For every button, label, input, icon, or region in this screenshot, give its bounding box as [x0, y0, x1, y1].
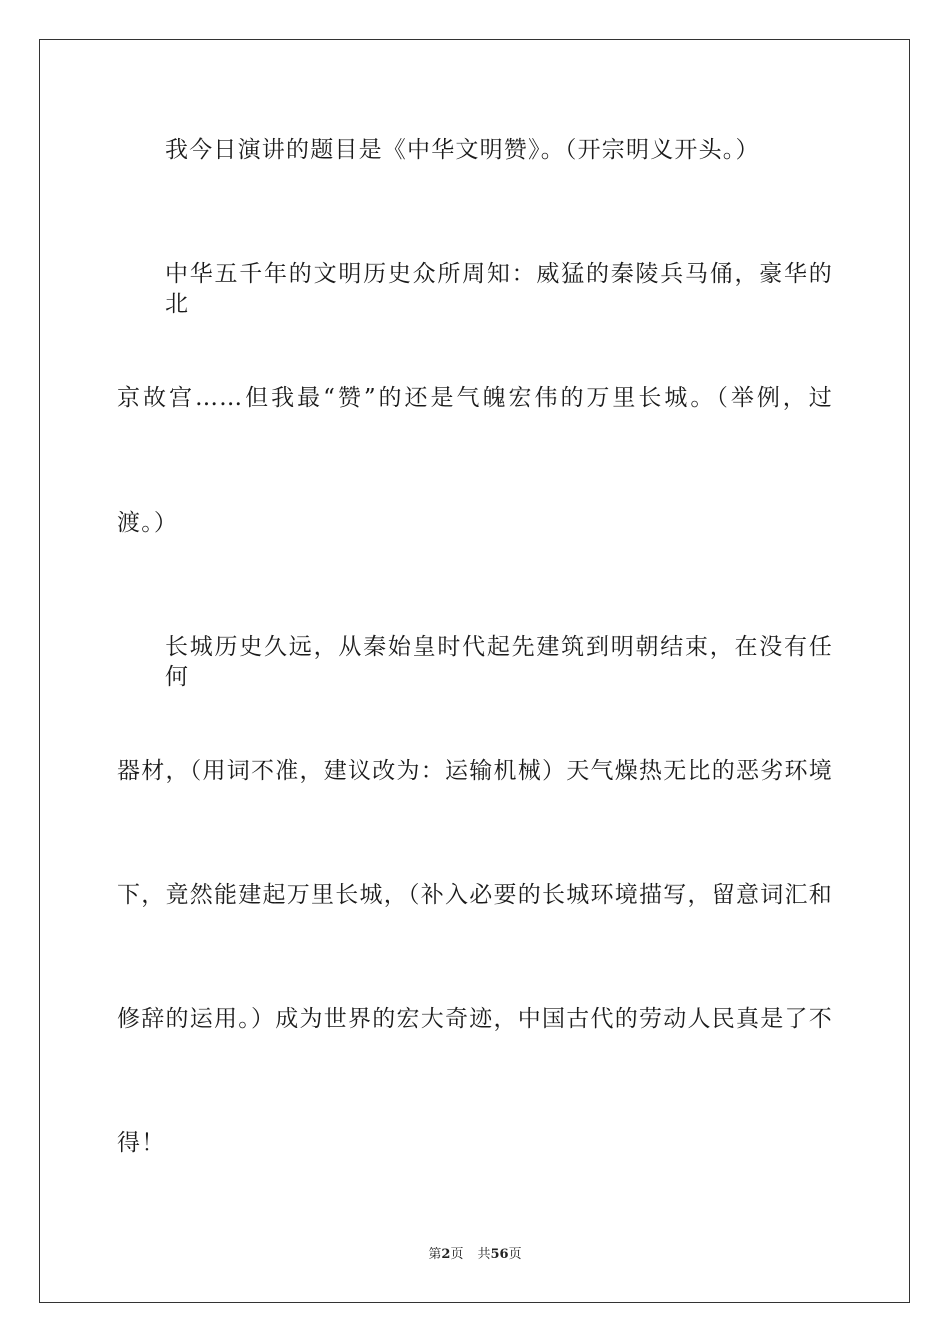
footer-total-pages: 56	[490, 1247, 509, 1262]
footer-page-suffix: 页	[450, 1247, 464, 1262]
paragraph-line-7: 下，竟然能建起万里长城，（补入必要的长城环境描写，留意词汇和	[117, 882, 833, 908]
footer-page-prefix: 第	[428, 1247, 442, 1262]
paragraph-line-1: 我今日演讲的题目是《中华文明赞》。（开宗明义开头。）	[165, 137, 760, 163]
paragraph-line-8: 修辞的运用。）成为世界的宏大奇迹，中国古代的劳动人民真是了不	[117, 1006, 833, 1032]
paragraph-line-2: 中华五千年的文明历史众所周知：威猛的秦陵兵马俑，豪华的北	[165, 261, 833, 317]
paragraph-line-9: 得！	[117, 1130, 166, 1156]
paragraph-line-3: 京故宫……但我最“赞”的还是气魄宏伟的万里长城。（举例，过	[117, 385, 833, 411]
paragraph-line-4: 渡。）	[117, 510, 179, 536]
paragraph-line-6: 器材，（用词不准，建议改为：运输机械）天气燥热无比的恶劣环境	[117, 758, 833, 784]
footer-page-number: 2	[441, 1247, 451, 1262]
paragraph-line-5: 长城历史久远，从秦始皇时代起先建筑到明朝结束，在没有任何	[165, 634, 833, 690]
footer-total-suffix: 页	[508, 1247, 522, 1262]
footer-total-prefix: 共	[477, 1247, 491, 1262]
page-footer	[0, 1247, 950, 1263]
